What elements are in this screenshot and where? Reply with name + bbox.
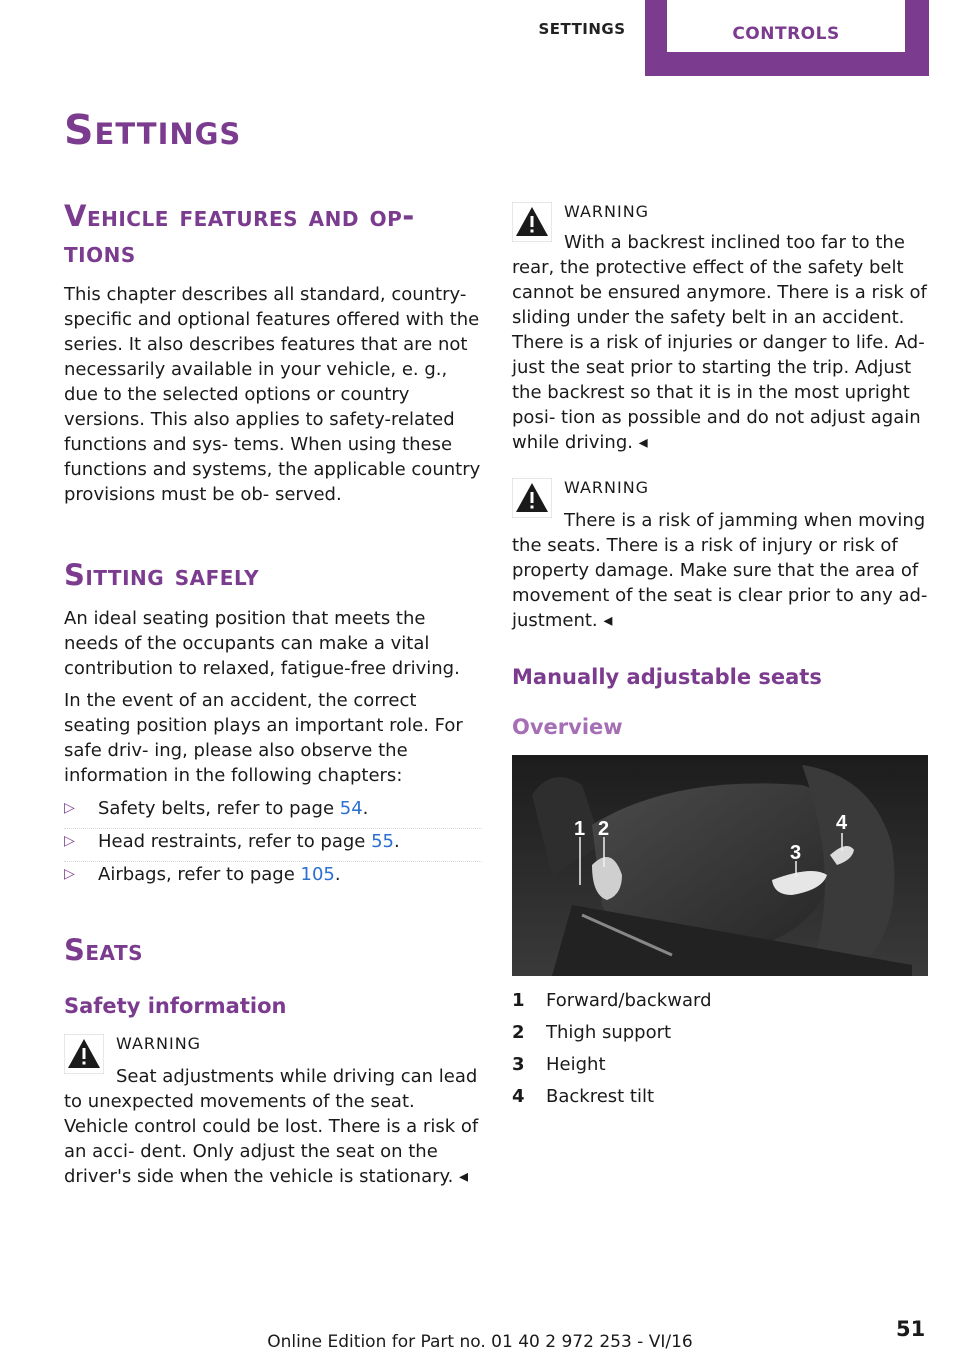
- bullet-tail: .: [334, 864, 341, 885]
- list-item: [64, 796, 482, 829]
- warning-text-rest: the seats. There is a risk of injury or risk of property damage. Make sure that the area of movement of the seat is clear prior to any ad‐ justment. ◂: [512, 535, 928, 631]
- callout-3: 3: [790, 842, 802, 864]
- legend-number: 4: [512, 1086, 525, 1107]
- list-item: [64, 862, 482, 894]
- warning-text-first: There is a risk of jamming when moving: [564, 510, 926, 531]
- vehicle-features-body: This chapter describes all standard, country-specific and optional features offered with the series. It also describes features that are not necessarily available in your vehicle, e. g., due to the selected options or country versions. This also applies to safety-related functions and sys‐ tems. When using these functions and systems, the applicable country provisions must be ob‐ served.: [64, 284, 481, 505]
- legend-item: [512, 1020, 928, 1052]
- legend-item: [512, 1052, 928, 1084]
- warning-text: [64, 1064, 482, 1189]
- bullet-tail: .: [394, 831, 400, 852]
- section-heading-vehicle-features: Vehicle features and op‐ tions: [64, 199, 415, 269]
- callout-2: 2: [598, 818, 610, 840]
- warning-block-backrest: [512, 202, 928, 462]
- legend-item: [512, 988, 928, 1020]
- triangle-bullet-icon: ▷: [64, 800, 75, 816]
- seat-controls-photo: [512, 755, 928, 976]
- legend-number: 2: [512, 1022, 525, 1043]
- section-heading-sitting-safely: Sitting safely: [64, 558, 260, 592]
- triangle-bullet-icon: ▷: [64, 866, 75, 882]
- legend-label: Thigh support: [546, 1022, 672, 1043]
- footer-edition: Online Edition for Part no. 01 40 2 972 253 - VI/16: [267, 1332, 693, 1352]
- warning-text-first: Seat adjustments while driving can lead: [116, 1066, 478, 1087]
- page-link-54[interactable]: 54: [339, 798, 363, 819]
- seat-controls-legend: [512, 988, 928, 1116]
- sitting-safely-bullet-list: [64, 796, 482, 894]
- warning-block-jamming: [512, 478, 928, 638]
- header-tab-controls[interactable]: [645, 0, 929, 76]
- subheading-overview: Overview: [512, 715, 623, 739]
- chapter-title: Settings: [64, 106, 242, 154]
- bullet-text: Airbags, refer to page: [98, 864, 301, 885]
- page-number: 51: [896, 1317, 926, 1341]
- legend-label: Backrest tilt: [546, 1086, 655, 1107]
- warning-text-rest: to unexpected movements of the seat. Vehicle control could be lost. There is a risk of an acci‐ dent. Only adjust the seat on the driver's side when the vehicle is stationary. ◂: [64, 1091, 479, 1187]
- warning-text-first: With a backrest inclined too far to the: [564, 232, 905, 253]
- page-link-55[interactable]: 55: [371, 831, 395, 852]
- bullet-tail: .: [362, 798, 369, 819]
- bullet-text: Head restraints, refer to page: [98, 831, 372, 852]
- sitting-safely-paragraph-1: An ideal seating position that meets the needs of the occupants can make a vital contribution to relaxed, fatigue-free driving.: [64, 608, 460, 679]
- warning-text: [512, 508, 928, 633]
- list-item: [64, 829, 482, 862]
- warning-text-rest: rear, the protective effect of the safety belt cannot be ensured anymore. There is a risk of sliding under the safety belt in an accident. There is a risk of injuries or danger to life. Ad‐ just the seat prior to starting the trip. Adjust the backrest so that it is in the most upright posi‐ tion as possible and do not adjust again while driving. ◂: [512, 257, 927, 453]
- header-tab-settings[interactable]: SETTINGS: [538, 20, 626, 38]
- warning-label: WARNING: [116, 1034, 202, 1053]
- warning-block-seat-adjustment: [64, 1034, 482, 1194]
- page-link-105[interactable]: 105: [300, 864, 335, 885]
- section-heading-seats: Seats: [64, 933, 144, 967]
- seat-illustration: [512, 755, 928, 976]
- bullet-text: Safety belts, refer to page: [98, 798, 340, 819]
- subheading-safety-information: Safety information: [64, 994, 287, 1018]
- header-tab-controls-label: CONTROLS: [667, 0, 905, 52]
- triangle-bullet-icon: ▷: [64, 833, 75, 849]
- callout-1: 1: [574, 818, 586, 840]
- legend-number: 3: [512, 1054, 525, 1075]
- warning-label: WARNING: [564, 478, 650, 497]
- subheading-manually-adjustable-seats: Manually adjustable seats: [512, 665, 822, 689]
- legend-label: Forward/backward: [546, 990, 712, 1011]
- callout-4: 4: [836, 812, 848, 834]
- warning-label: WARNING: [564, 202, 650, 221]
- legend-item: [512, 1084, 928, 1116]
- sitting-safely-paragraph-2: In the event of an accident, the correct seating position plays an important role. For safe driv‐ ing, please also observe the information in the following chapters:: [64, 690, 463, 786]
- legend-number: 1: [512, 990, 525, 1011]
- warning-text: [512, 230, 928, 455]
- legend-label: Height: [546, 1054, 606, 1075]
